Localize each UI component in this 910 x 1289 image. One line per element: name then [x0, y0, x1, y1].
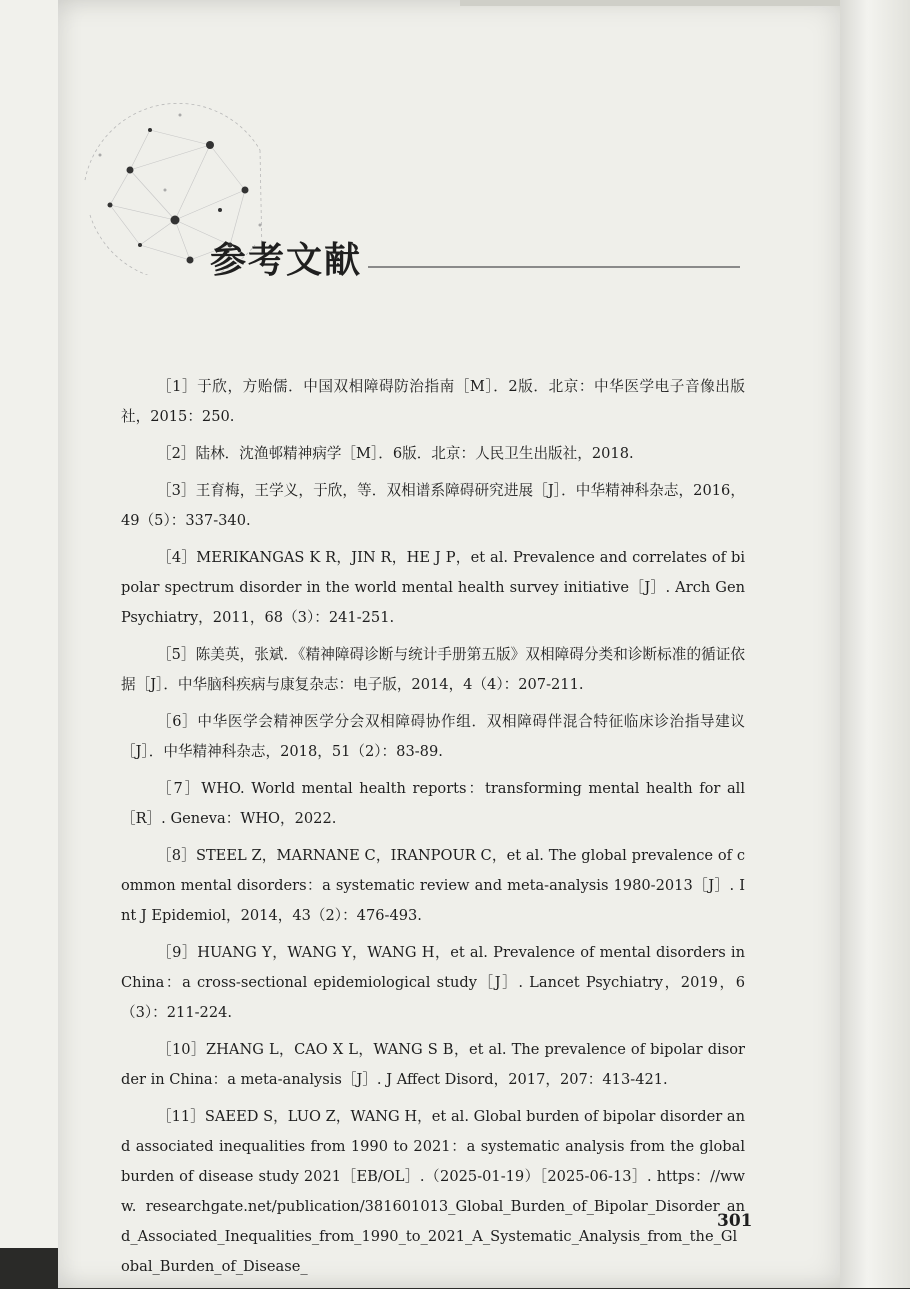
page-number: 301 [717, 1211, 753, 1231]
title-underline [368, 266, 740, 268]
page-right-edge [840, 0, 910, 1288]
reference-item: ［7］WHO. World mental health reports：transforming mental health for all［R］. Geneva：WHO，2022. [121, 780, 745, 827]
page-left-margin [0, 0, 58, 1288]
reference-item: ［1］于欣，方贻儒．中国双相障碍防治指南［M］．2版．北京：中华医学电子音像出版社，2015：250. [121, 378, 745, 425]
reference-item: ［9］HUANG Y，WANG Y，WANG H，et al. Prevalence of mental disorders in China：a cross-sectional epidemiological study［J］. Lancet Psychiatry，2019，6（3）：211-224. [121, 944, 745, 1021]
reference-item: ［4］MERIKANGAS K R，JIN R，HE J P，et al. Prevalence and correlates of bipolar spectrum disorder in the world mental health survey initiative［J］. Arch Gen Psychiatry，2011，68（3）：241-251. [121, 549, 745, 626]
reference-item: ［8］STEEL Z，MARNANE C，IRANPOUR C，et al. The global prevalence of common mental disorders：a systematic review and meta-analysis 1980-2013［J］. Int J Epidemiol，2014，43（2）：476-493. [121, 847, 745, 924]
page-title: 参考文献 [210, 239, 363, 281]
reference-item: ［2］陆林．沈渔邨精神病学［M］．6版．北京：人民卫生出版社，2018. [157, 445, 634, 462]
reference-item: ［5］陈美英，张斌．《精神障碍诊断与统计手册第五版》双相障碍分类和诊断标准的循证依据［J］．中华脑科疾病与康复杂志：电子版，2014，4（4）：207-211. [121, 646, 745, 693]
reference-item: ［3］王育梅，王学义，于欣，等．双相谱系障碍研究进展［J］．中华精神科杂志，2016，49（5）：337-340. [121, 482, 745, 529]
reference-item: ［6］中华医学会精神医学分会双相障碍协作组．双相障碍伴混合特征临床诊治指导建议［J］．中华精神科杂志，2018，51（2）：83-89. [121, 713, 745, 760]
reference-item: ［11］SAEED S，LUO Z，WANG H，et al. Global burden of bipolar disorder and associated inequalities from 1990 to 2021：a systematic analysis from the global burden of disease study 2021［EB/OL］.（2025-01-19）［2025-06-13］. https：//www. researchgate.net/publication/381601013_Global_Burden_of_Bipolar_Disorder_and_Associated_Inequalities_from_1990_to_2021_A_Systematic_Analysis_from_the_Global_Burden_of_Disease_ [121, 1108, 745, 1275]
reference-item: ［10］ZHANG L，CAO X L，WANG S B，et al. The prevalence of bipolar disorder in China：a meta-analysis［J］. J Affect Disord，2017，207：413-421. [121, 1041, 745, 1088]
reference-list [121, 372, 745, 1289]
page-top-edge [460, 0, 840, 6]
